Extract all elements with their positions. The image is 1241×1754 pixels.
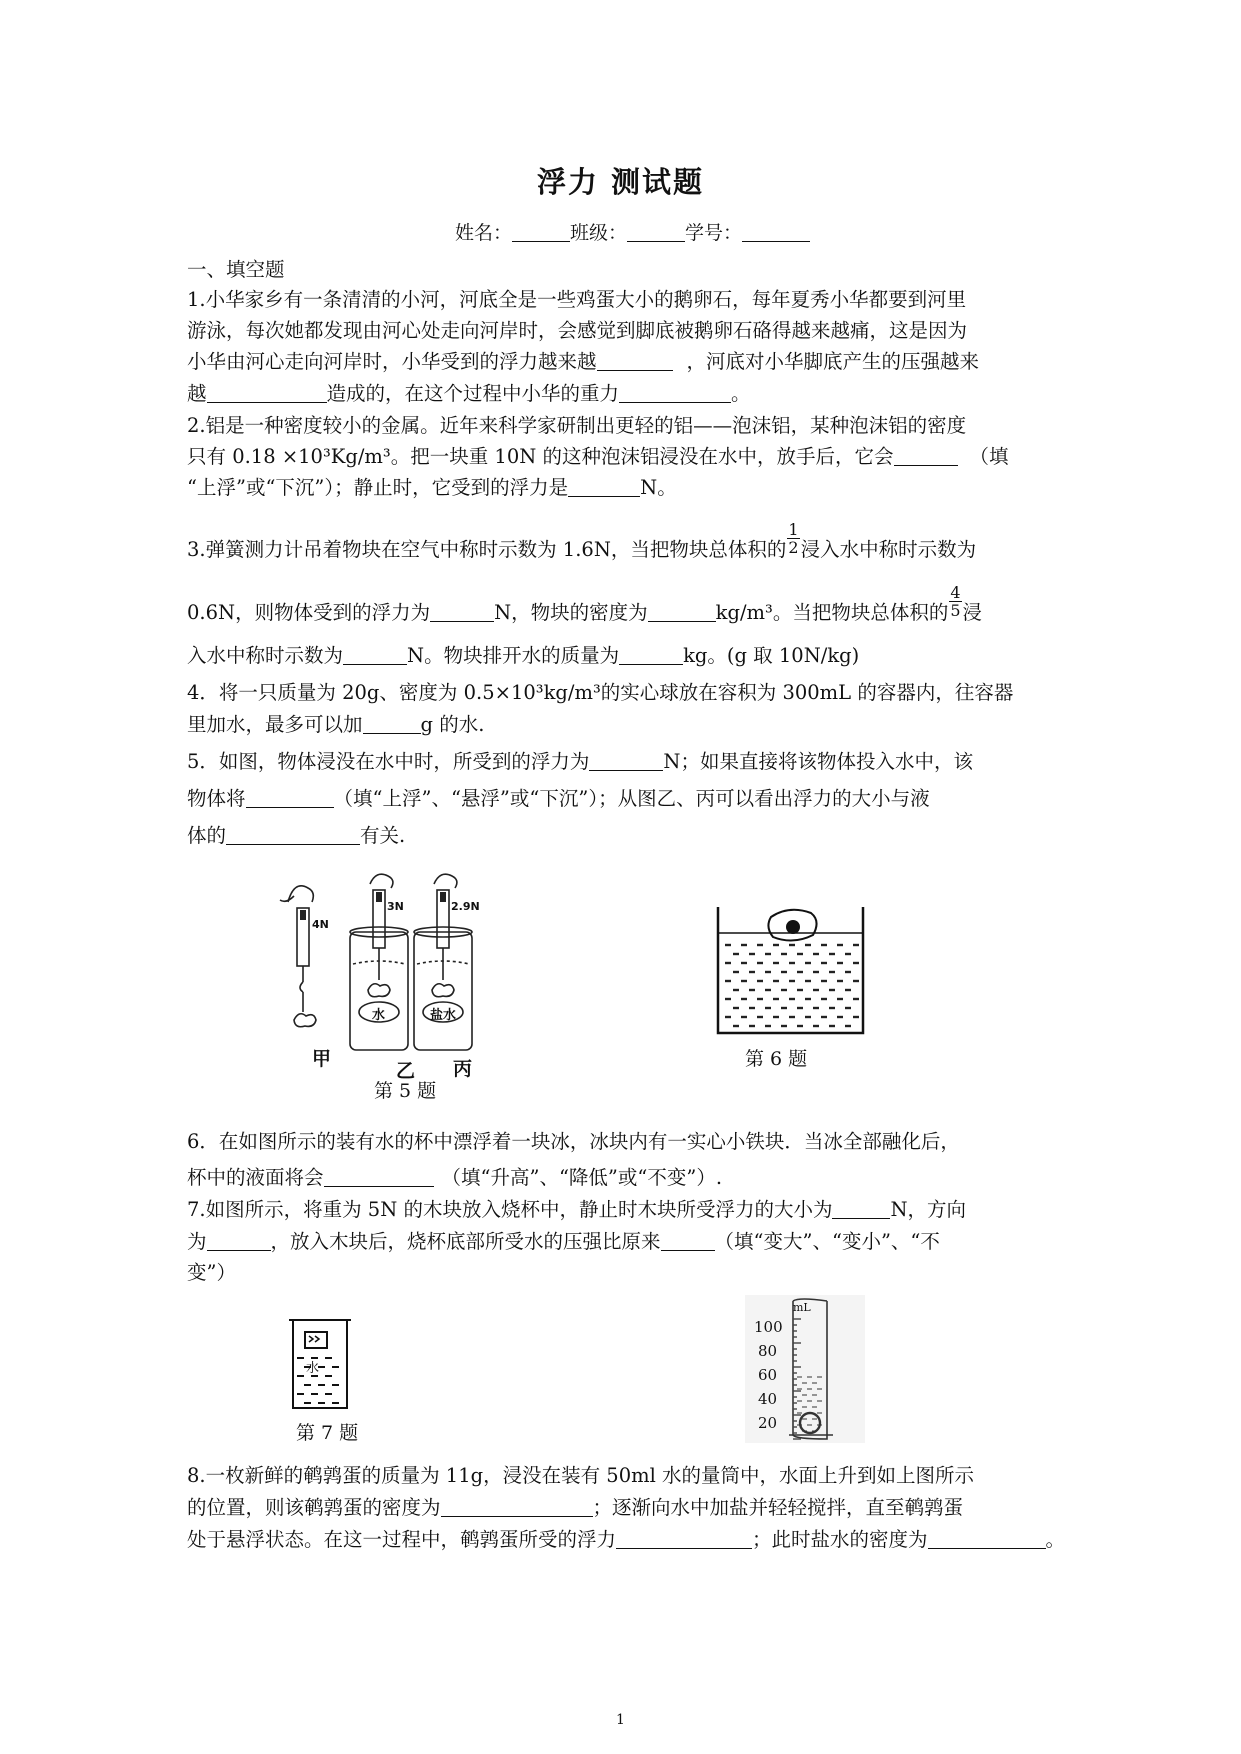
q1-text: 。 [731,382,751,405]
q3-line-1 [187,520,977,568]
q3-text: 入水中称时示数为 [187,644,344,667]
liquid-water-label: 水 [372,1008,386,1023]
q1-line-4 [187,380,751,408]
q2-text: “上浮”或“下沉”）；静止时，它受到的浮力是 [187,476,569,499]
page-title: 浮力 测试题 [536,165,705,199]
reading-bing: 2.9N [451,900,480,913]
q5-text: （填“上浮”、“悬浮”或“下沉”）；从图乙、丙可以看出浮力的大小与液 [333,787,930,810]
reading-yi: 3N [387,900,404,913]
fraction-four-fifths [949,584,961,619]
q5-blank-3[interactable] [226,824,360,845]
q1-text: 造成的，在这个过程中小华的重力 [326,382,620,405]
q7-blank-2[interactable] [207,1230,271,1251]
q3-text: 3.弹簧测力计吊着物块在空气中称时示数为 1.6N，当把物块总体积的 [187,538,787,561]
label-yi: 乙 [396,1060,416,1082]
q8-line-1: 8.一枚新鲜的鹌鹑蛋的质量为 11g，浸没在装有 50ml 水的量筒中，水面上升到如上图所示 [187,1464,975,1487]
cylinder-tick-80: 80 [758,1342,778,1360]
q3-blank-3[interactable] [343,644,407,665]
fraction-denominator: 5 [950,601,961,620]
figure-7-caption: 第 7 题 [296,1422,359,1444]
q7-line-3: 变”） [187,1261,236,1284]
class-label: 班级： [570,222,628,244]
q5-line-2 [187,785,930,813]
q8-blank-2[interactable] [616,1528,752,1549]
q1-text: 小华由河心走向河岸时，小华受到的浮力越来越 [187,350,597,373]
page-number: 1 [616,1712,625,1728]
student-info [455,218,810,245]
cylinder-tick-40: 40 [758,1390,778,1408]
q6-blank-1[interactable] [324,1166,434,1187]
q5-text: 有关. [360,824,406,847]
q5-text: 物体将 [187,787,246,810]
q3-line-3 [187,642,859,670]
fraction-one-half [787,521,799,556]
q8-text: ；此时盐水的密度为 [752,1528,928,1551]
q5-blank-1[interactable] [589,750,663,771]
figure-6-ice-in-cup [715,905,867,1037]
reading-jia: 4N [312,918,329,931]
q5-text: N；如果直接将该物体投入水中，该 [663,750,973,773]
q3-line-2 [187,583,983,631]
label-jia: 甲 [312,1048,332,1070]
q1-line-2: 游泳，每次她都发现由河心处走向河岸时，会感觉到脚底被鹅卵石硌得越来越痛，这是因为 [187,319,968,342]
q5-line-1 [187,748,973,776]
q3-text: kg/m³。当把物块总体积的 [715,601,949,624]
q7-text: （填“变大”、“变小”、“不 [714,1230,940,1253]
q5-blank-2[interactable] [246,787,334,808]
beaker-water-label: 水 [306,1361,320,1376]
q3-text: 浸 [962,601,983,624]
q8-line-3 [187,1526,1065,1554]
q8-text: ；逐渐向水中加盐并轻轻搅拌，直至鹌鹑蛋 [592,1496,964,1519]
name-label: 姓名： [455,222,513,244]
q4-blank-1[interactable] [363,713,421,734]
q4-text: g 的水. [420,713,485,736]
q7-blank-1[interactable] [832,1198,890,1219]
q1-text: 越 [187,382,207,405]
q5-text: 体的 [187,824,227,847]
class-blank[interactable] [627,221,685,242]
figure-6-caption: 第 6 题 [745,1048,808,1070]
q3-text: N。物块排开水的质量为 [407,644,620,667]
q8-text: 处于悬浮状态。在这一过程中，鹌鹑蛋所受的浮力 [187,1528,617,1551]
figure-5-caption: 第 5 题 [374,1080,437,1102]
q6-text: （填“升高”、“降低”或“不变”）. [441,1166,723,1189]
q1-blank-2[interactable] [207,382,327,403]
q1-blank-3[interactable] [619,382,731,403]
q6-line-2 [187,1164,722,1192]
q7-text: 7.如图所示，将重为 5N 的木块放入烧杯中，静止时木块所受浮力的大小为 [187,1198,833,1221]
fraction-numerator: 1 [788,520,799,539]
q7-text: 为 [187,1230,207,1253]
q8-line-2 [187,1494,963,1522]
q2-blank-1[interactable] [894,445,958,466]
q5-line-3 [187,822,405,850]
q8-blank-1[interactable] [441,1496,593,1517]
q1-text: ，河底对小华脚底产生的压强越来 [686,350,980,373]
q1-line-1: 1.小华家乡有一条清清的小河，河底全是一些鸡蛋大小的鹅卵石，每年夏秀小华都要到河里 [187,288,967,311]
q4-line-2 [187,711,484,739]
q7-text: N，方向 [890,1198,967,1221]
q2-line-1: 2.铝是一种密度较小的金属。近年来科学家研制出更轻的铝——泡沫铝，某种泡沫铝的密度 [187,414,967,437]
q4-line-1: 4．将一只质量为 20g、密度为 0.5×10³kg/m³的实心球放在容积为 300mL 的容器内，往容器 [187,681,1014,704]
q4-text: 里加水，最多可以加 [187,713,363,736]
name-blank[interactable] [512,221,570,242]
q3-text: 0.6N，则物体受到的浮力为 [187,601,431,624]
q2-text: N。 [640,476,677,499]
id-blank[interactable] [742,221,810,242]
q5-text: 5．如图，物体浸没在水中时，所受到的浮力为 [187,750,590,773]
q1-line-3 [187,348,979,376]
section-heading: 一、填空题 [187,258,285,281]
q3-text: N，物块的密度为 [494,601,648,624]
q3-blank-2[interactable] [648,601,716,622]
q6-text: 杯中的液面将会 [187,1166,324,1189]
q1-blank-1[interactable] [597,350,673,371]
water-pattern [725,945,859,1026]
fraction-numerator: 4 [950,583,961,602]
figure-7-beaker-wood [287,1318,353,1410]
q7-text: ，放入木块后，烧杯底部所受水的压强比原来 [270,1230,661,1253]
cylinder-tick-20: 20 [758,1414,778,1432]
q8-text: 。 [1045,1528,1066,1551]
q8-text: 的位置，则该鹌鹑蛋的密度为 [187,1496,441,1519]
q8-blank-3[interactable] [928,1528,1046,1549]
q2-line-2 [187,443,1009,471]
q3-text: 浸入水中称时示数为 [800,538,977,561]
q7-blank-3[interactable] [661,1230,715,1251]
q2-line-3 [187,474,677,502]
fraction-denominator: 2 [788,538,799,557]
q2-text: （填 [969,445,1009,468]
q3-text: kg。(g 取 10N/kg) [683,644,860,667]
q2-blank-2[interactable] [568,476,640,497]
cylinder-tick-60: 60 [758,1366,778,1384]
q3-blank-4[interactable] [619,644,683,665]
q3-blank-1[interactable] [430,601,494,622]
q2-text: 只有 0.18 ×10³Kg/m³。把一块重 10N 的这种泡沫铝浸没在水中，放手后，它会 [187,445,894,468]
cylinder-unit-label: mL [793,1301,811,1314]
q6-line-1: 6．在如图所示的装有水的杯中漂浮着一块冰，冰块内有一实心小铁块．当冰全部融化后， [187,1130,960,1153]
q7-line-2 [187,1228,940,1256]
liquid-saltwater-label: 盐水 [430,1008,457,1023]
label-bing: 丙 [453,1058,473,1080]
cylinder-tick-100: 100 [754,1318,783,1336]
id-label: 学号： [685,222,743,244]
q7-line-1 [187,1196,966,1224]
